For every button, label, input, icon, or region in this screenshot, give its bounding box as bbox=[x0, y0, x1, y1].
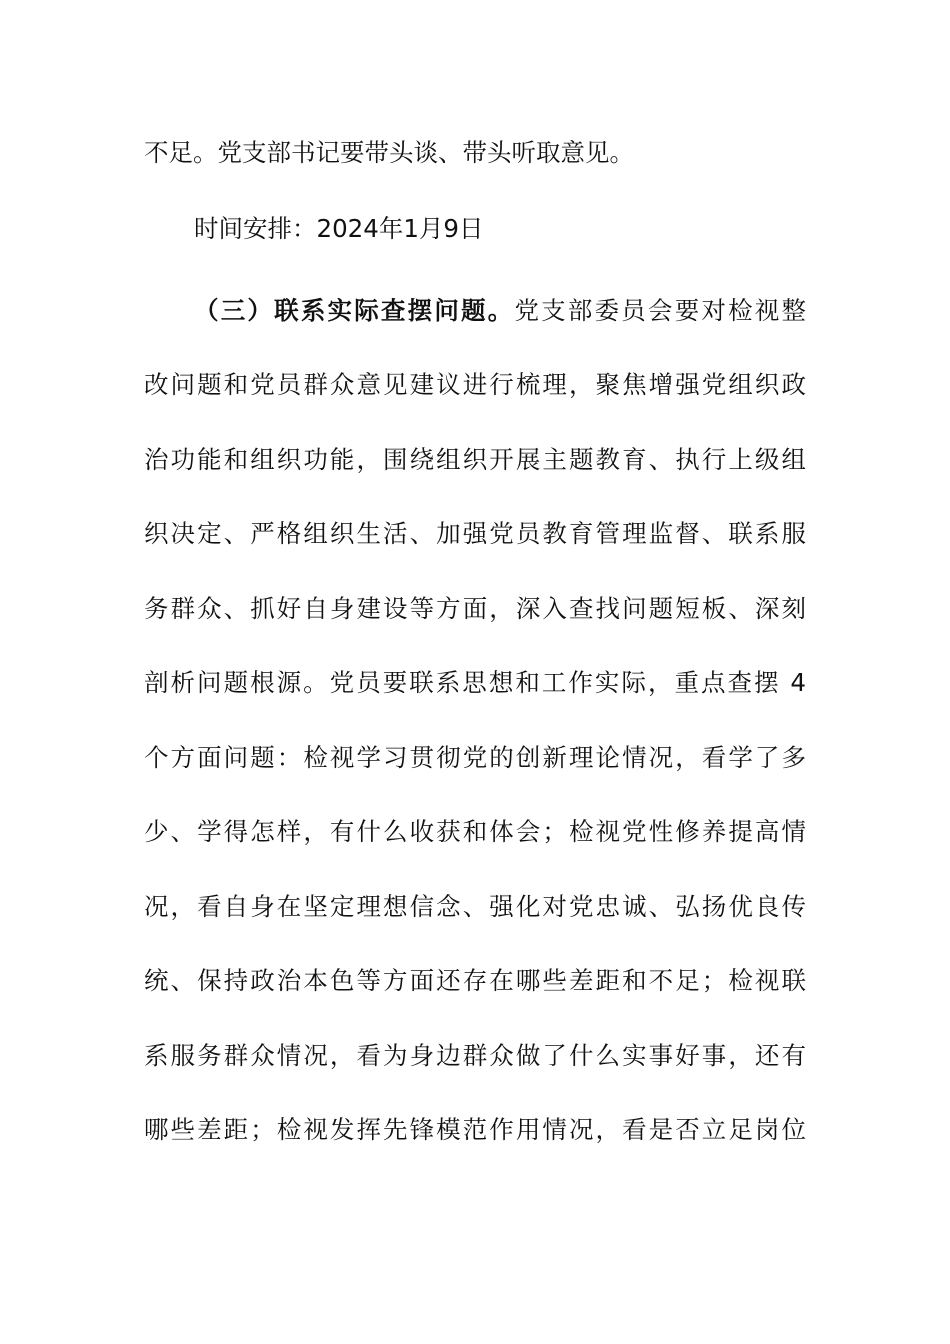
text-line-10: 少、学得怎样，有什么收获和体会；检视党性修养提高情 bbox=[144, 817, 806, 846]
section-heading-rest: 党支部委员会要对检视整 bbox=[514, 296, 806, 325]
text-line-12: 统、保持政治本色等方面还存在哪些差距和不足；检视联 bbox=[144, 966, 806, 995]
section-heading: （三）联系实际查摆问题。 bbox=[194, 296, 515, 325]
text-line-8: 剖析问题根源。党员要联系思想和工作实际，重点查摆 4 bbox=[144, 668, 806, 697]
text-line-6: 织决定、严格组织生活、加强党员教育管理监督、联系服 bbox=[144, 519, 806, 548]
text-line-11: 况，看自身在坚定理想信念、强化对党忠诚、弘扬优良传 bbox=[144, 892, 806, 921]
schedule-line: 时间安排：2024年1月9日 bbox=[194, 214, 484, 243]
text-line-14: 哪些差距；检视发挥先锋模范作用情况，看是否立足岗位 bbox=[144, 1115, 806, 1144]
text-line-9: 个方面问题：检视学习贯彻党的创新理论情况，看学了多 bbox=[144, 743, 806, 772]
text-line-5: 治功能和组织功能，围绕组织开展主题教育、执行上级组 bbox=[144, 445, 806, 474]
text-line-13: 系服务群众情况，看为身边群众做了什么实事好事，还有 bbox=[144, 1041, 806, 1070]
section-heading-line bbox=[194, 291, 806, 331]
text-line-4: 改问题和党员群众意见建议进行梳理，聚焦增强党组织政 bbox=[144, 370, 806, 399]
text-line-1: 不足。党支部书记要带头谈、带头听取意见。 bbox=[144, 138, 634, 167]
text-line-7: 务群众、抓好自身建设等方面，深入查找问题短板、深刻 bbox=[144, 594, 806, 623]
